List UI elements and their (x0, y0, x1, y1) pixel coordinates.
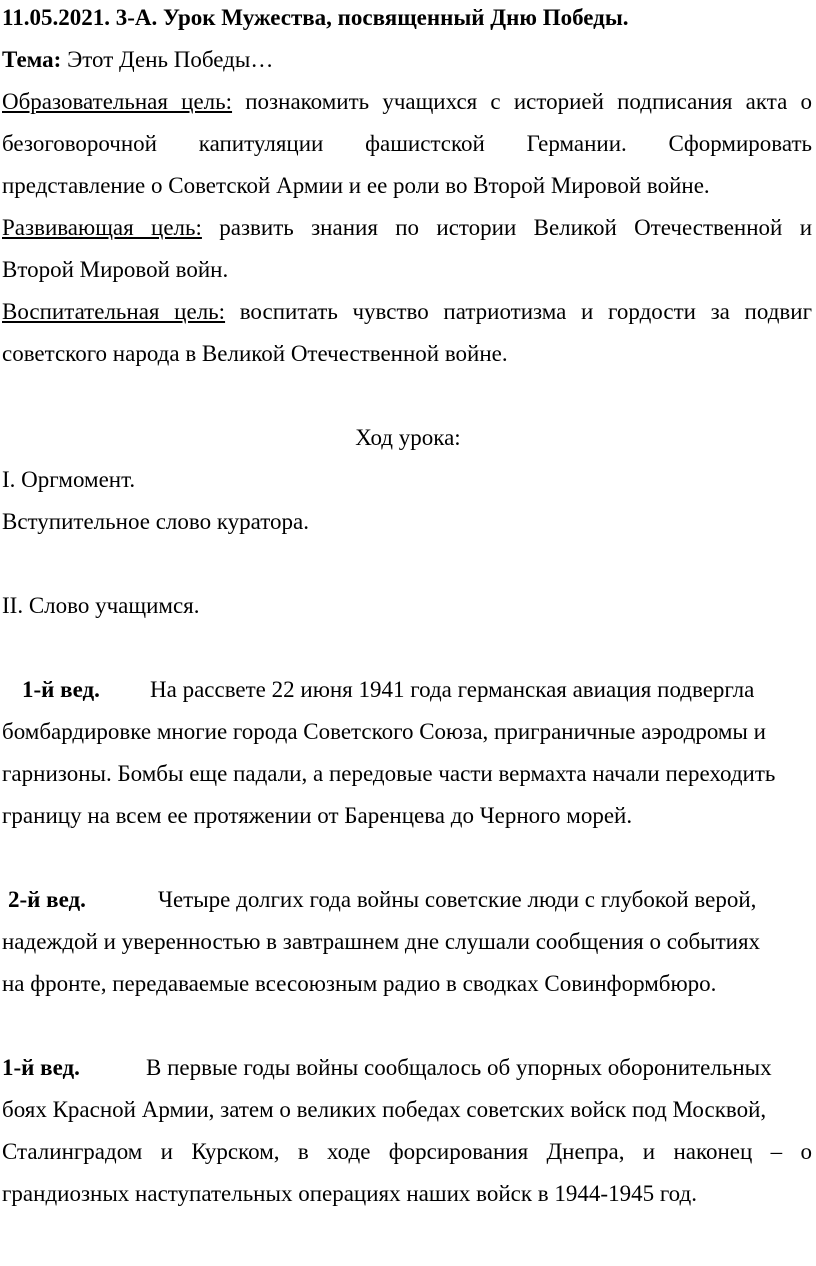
speech-2-line-3 (2, 969, 812, 999)
speech-1-line-3 (2, 759, 812, 789)
speech-3-speaker: 1-й вед. (2, 1055, 80, 1080)
stage-1 (2, 465, 812, 495)
topic-label: Тема: (2, 47, 62, 72)
stage-2-text: II. Слово учащимся. (2, 593, 200, 618)
speech-1-speaker: 1-й вед. (22, 677, 100, 702)
speech-1-line-4 (2, 801, 812, 831)
speech-3-text-4: грандиозных наступательных операциях наших войск в 1944-1945 год. (2, 1181, 697, 1206)
speech-1-text-1: На рассвете 22 июня 1941 года германская авиация подвергла (150, 677, 755, 702)
speech-3-line-4 (2, 1179, 812, 1209)
educational-goal-line-2 (2, 129, 812, 159)
document-title (2, 3, 812, 33)
speech-1-line-1 (2, 675, 812, 705)
developmental-goal-line-2 (2, 255, 812, 285)
speech-2-line-2 (2, 927, 812, 957)
educational-goal-text-3: представление о Советской Армии и ее роли во Второй Мировой войне. (2, 173, 710, 198)
speech-3-line-3 (2, 1137, 812, 1167)
upbringing-goal-text-2: советского народа в Великой Отечественной войне. (2, 341, 508, 366)
intro-text: Вступительное слово куратора. (2, 509, 309, 534)
speech-1-line-2 (2, 717, 812, 747)
title-text: 11.05.2021. 3-А. Урок Мужества, посвященный Дню Победы. (2, 5, 629, 30)
developmental-goal-line-1 (2, 213, 812, 243)
speech-1-text-2: бомбардировке многие города Советского Союза, приграничные аэродромы и (2, 719, 766, 744)
stage-2 (2, 591, 812, 621)
speech-1-text-3: гарнизоны. Бомбы еще падали, а передовые части вермахта начали переходить (2, 761, 776, 786)
upbringing-goal-line-2 (2, 339, 812, 369)
upbringing-goal-label: Воспитательная цель: (2, 299, 226, 324)
lesson-heading-text: Ход урока: (355, 425, 461, 450)
speech-2-text-1: Четыре долгих года войны советские люди с глубокой верой, (158, 887, 757, 912)
speech-3-text-1: В первые годы войны сообщалось об упорных оборонительных (146, 1055, 772, 1080)
speech-2-line-1 (2, 885, 812, 915)
speech-3-text-3: Сталинградом и Курском, в ходе форсирования Днепра, и наконец – о (2, 1139, 812, 1164)
educational-goal-text-1: познакомить учащихся с историей подписания акта о (232, 89, 812, 114)
topic-line (2, 45, 812, 75)
educational-goal-text-2: безоговорочной капитуляции фашистской Германии. Сформировать (2, 131, 812, 156)
speech-1-text-4: границу на всем ее протяжении от Баренцева до Черного морей. (2, 803, 633, 828)
educational-goal-label: Образовательная цель: (2, 89, 233, 114)
intro-line (2, 507, 812, 537)
speech-3-line-2 (2, 1095, 812, 1125)
lesson-heading (0, 423, 816, 453)
topic-text: Этот День Победы… (61, 47, 274, 72)
speech-2-text-2: надеждой и уверенностью в завтрашнем дне слушали сообщения о событиях (2, 929, 761, 954)
upbringing-goal-text-1: воспитать чувство патриотизма и гордости за подвиг (225, 299, 813, 324)
stage-1-text: I. Оргмомент. (2, 467, 136, 492)
educational-goal-line-3 (2, 171, 812, 201)
speech-2-speaker: 2-й вед. (8, 887, 86, 912)
developmental-goal-text-2: Второй Мировой войн. (2, 257, 229, 282)
developmental-goal-label: Развивающая цель: (2, 215, 202, 240)
speech-2-text-3: на фронте, передаваемые всесоюзным радио в сводках Совинформбюро. (2, 971, 717, 996)
upbringing-goal-line-1 (2, 297, 812, 327)
developmental-goal-text-1: развить знания по истории Великой Отечественной и (201, 215, 813, 240)
educational-goal-line-1 (2, 87, 812, 117)
speech-3-line-1 (2, 1053, 812, 1083)
speech-3-text-2: боях Красной Армии, затем о великих победах советских войск под Москвой, (2, 1097, 767, 1122)
